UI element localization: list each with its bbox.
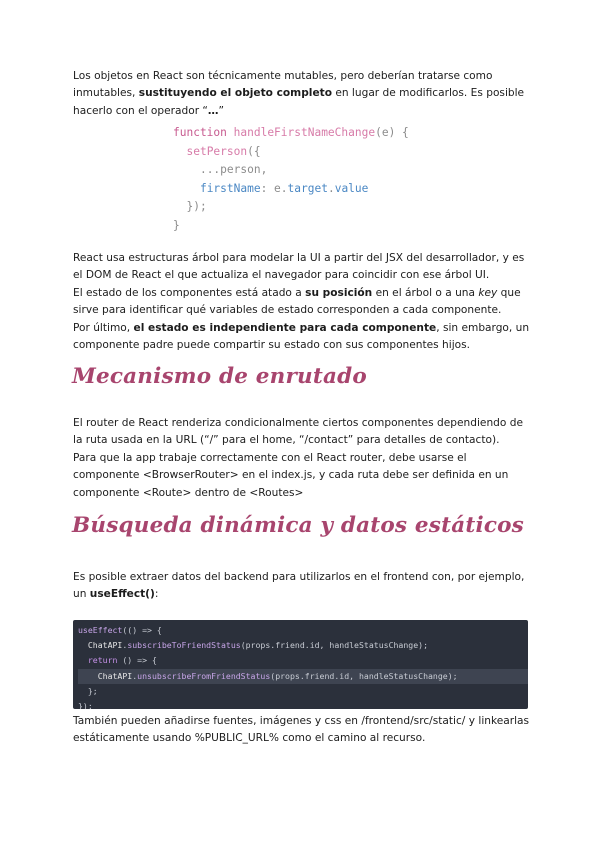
code-text: (e) { bbox=[375, 126, 409, 139]
code-line bbox=[173, 219, 180, 232]
code-block-use-effect bbox=[73, 620, 528, 709]
code-line bbox=[173, 200, 207, 213]
code-keyword: function bbox=[173, 126, 227, 139]
text-line bbox=[73, 285, 533, 320]
italic-text: key bbox=[478, 286, 498, 299]
text: que sirve para identificar qué variables de estado corresponden a cada componente. bbox=[73, 286, 521, 317]
text: en el árbol o a una bbox=[372, 286, 479, 299]
bold-text: su posición bbox=[305, 286, 373, 299]
heading-dynamic-search: Búsqueda dinámica y datos estáticos bbox=[72, 513, 524, 538]
code-line bbox=[78, 684, 528, 699]
code-text: ({ bbox=[247, 144, 261, 158]
code-text: ...person, bbox=[199, 163, 268, 177]
code-function: setPerson bbox=[186, 144, 248, 158]
code-function: unsubscribeFromFriendStatus bbox=[137, 670, 271, 681]
code-text: (() => { bbox=[122, 625, 162, 635]
code-line-highlighted bbox=[78, 669, 528, 684]
code-text: (props.friend.id, handleStatusChange); bbox=[240, 640, 429, 651]
code-text: . bbox=[122, 640, 128, 651]
code-object: ChatAPI bbox=[78, 640, 123, 651]
text-line: Para que la app trabaje correctamente con el React router, debe usarse el componente <BrowserRouter> en el index.js, y cada ruta debe ser definida en un componente <Route> dentro de <Routes> bbox=[73, 451, 509, 499]
bold-text: sustituyendo el objeto completo bbox=[138, 87, 332, 100]
code-text: . bbox=[132, 670, 138, 681]
bold-text: useEffect() bbox=[89, 588, 155, 601]
code-object: ChatAPI bbox=[78, 670, 133, 681]
text: ” bbox=[218, 104, 224, 117]
text-line bbox=[73, 320, 533, 355]
code-text: }); bbox=[78, 700, 93, 709]
code-text: . bbox=[327, 181, 335, 195]
code-keyword: return bbox=[78, 655, 118, 666]
paragraph-react-tree bbox=[73, 250, 533, 354]
heading-routing: Mecanismo de enrutado bbox=[72, 364, 367, 389]
bold-text: … bbox=[207, 104, 219, 117]
code-function: handleFirstNameChange bbox=[233, 126, 376, 139]
code-function: useEffect bbox=[78, 625, 123, 635]
code-text: () => { bbox=[117, 655, 157, 666]
text: Es posible extraer datos del backend para utilizarlos en el frontend con, por ejemplo, un bbox=[73, 571, 525, 601]
code-property: target bbox=[287, 181, 328, 195]
text: Los objetos en React son técnicamente mutables, pero deberían tratarse como inmutables, bbox=[73, 70, 493, 100]
paragraph-router bbox=[73, 415, 533, 502]
code-text: (props.friend.id, handleStatusChange); bbox=[270, 670, 458, 681]
code-text: }; bbox=[78, 685, 98, 696]
code-line bbox=[78, 653, 528, 668]
text: en lugar de modificarlos. Es posible hacerlo con el operador “ bbox=[73, 87, 525, 117]
text: , sin embargo, un componente padre puede compartir su estado con sus componentes hijos. bbox=[73, 321, 530, 352]
paragraph-immutability bbox=[73, 68, 533, 120]
code-text: } bbox=[173, 218, 180, 232]
code-text: }); bbox=[186, 200, 207, 214]
text: : bbox=[154, 588, 159, 601]
code-line bbox=[173, 145, 261, 158]
code-line bbox=[173, 182, 368, 195]
code-line bbox=[173, 163, 267, 176]
bold-text: el estado es independiente para cada componente bbox=[133, 321, 437, 334]
code-property: firstName bbox=[199, 181, 261, 195]
code-line bbox=[78, 623, 528, 638]
code-function: subscribeToFriendStatus bbox=[127, 640, 241, 651]
code-line bbox=[78, 699, 528, 709]
text-line: El router de React renderiza condicionalmente ciertos componentes dependiendo de la ruta usada en la URL (“/” para el home, “/contact” para detalles de contacto). bbox=[73, 417, 523, 447]
code-block-handle-first-name bbox=[173, 124, 409, 236]
code-text: : e. bbox=[260, 181, 288, 195]
text: Por último, bbox=[73, 321, 134, 334]
code-line bbox=[78, 638, 528, 653]
code-property: value bbox=[334, 181, 369, 195]
text-line: React usa estructuras árbol para modelar la UI a partir del JSX del desarrollador, y es el DOM de React el que actualiza el navegador para coincidir con ese árbol UI. bbox=[73, 252, 525, 282]
code-line bbox=[173, 126, 409, 139]
text: El estado de los componentes está atado a bbox=[73, 286, 306, 299]
paragraph-static-assets: También pueden añadirse fuentes, imágenes y css en /frontend/src/static/ y linkearlas estáticamente usando %PUBLIC_URL% como el camino al recurso. bbox=[73, 715, 530, 745]
paragraph-backend bbox=[73, 569, 533, 604]
